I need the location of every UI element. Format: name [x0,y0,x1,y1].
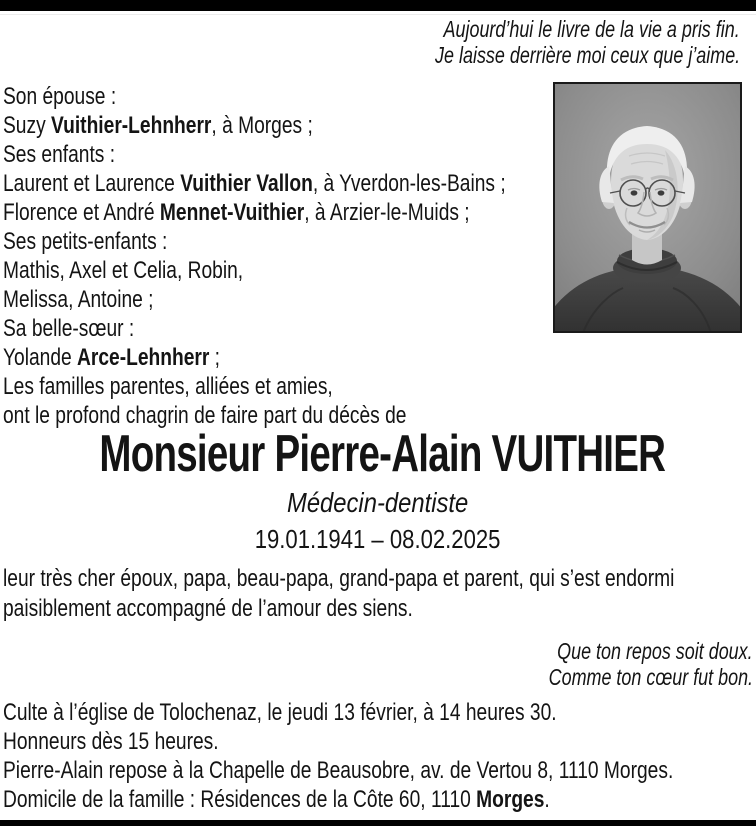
spouse-name: Vuithier-Lehnherr [51,112,212,139]
family-home-city: Morges [476,786,545,813]
child2-name: Mennet-Vuithier [159,199,305,226]
tribute-paragraph [3,564,756,624]
sister-name: Arce-Lehnherr [77,344,210,371]
tribute-line2: paisiblement accompagné de l’amour des siens. [3,595,413,622]
epigraph [349,16,740,68]
top-hairline [0,14,756,15]
quote-line2: Comme ton cœur fut bon. [548,664,753,690]
ceremony-line2: Honneurs dès 15 heures. [3,728,219,755]
spouse-pre: Suzy [3,112,52,139]
families-line1: Les familles parentes, alliées et amies, [3,373,333,400]
child1-post: , à Yverdon-les-Bains ; [312,170,506,197]
bottom-black-bar [0,820,756,826]
top-black-bar [0,0,756,11]
farewell-quote [491,638,753,690]
spouse-line [3,111,631,140]
children-label: Ses enfants : [3,141,116,168]
ceremony-line3: Pierre-Alain repose à la Chapelle de Beausobre, av. de Vertou 8, 1110 Morges. [3,757,674,784]
spouse-post: , à Morges ; [211,112,313,139]
family-home-pre: Domicile de la famille : Résidences de la Côte 60, 1110 [3,786,477,813]
ceremony-line4 [3,785,756,814]
deceased-profession: Médecin-dentiste [287,487,469,518]
ceremony-details [3,698,756,814]
child2-post: , à Arzier-le-Muids ; [304,199,470,226]
grandchildren-line2: Melissa, Antoine ; [3,286,154,313]
ceremony-line1: Culte à l’église de Tolochenaz, le jeudi 13 février, à 14 heures 30. [3,699,557,726]
child2-pre: Florence et André [3,199,160,226]
family-list [3,82,631,430]
deceased-name: Monsieur Pierre-Alain VUITHIER [99,425,666,483]
quote-line1: Que ton repos soit doux. [557,638,753,664]
child1-name: Vuithier Vallon [180,170,313,197]
deceased-dates: 19.01.1941 – 08.02.2025 [255,524,501,554]
child1-line [3,169,631,198]
grandchildren-label: Ses petits-enfants : [3,228,168,255]
spouse-label: Son épouse : [3,83,117,110]
sister-pre: Yolande [3,344,78,371]
sister-in-law-label: Sa belle-sœur : [3,315,135,342]
sister-in-law-line [3,343,631,372]
family-home-post: . [544,786,550,813]
epigraph-line2: Je laisse derrière moi ceux que j’aime. [434,42,740,68]
sister-post: ; [209,344,221,371]
grandchildren-line1: Mathis, Axel et Celia, Robin, [3,257,244,284]
child1-pre: Laurent et Laurence [3,170,181,197]
tribute-line1: leur très cher époux, papa, beau-papa, grand-papa et parent, qui s’est endormi [3,565,675,592]
child2-line [3,198,631,227]
families-line2: ont le profond chagrin de faire part du décès de [3,402,407,429]
deceased-section [0,426,756,554]
epigraph-line1: Aujourd’hui le livre de la vie a pris fin. [443,16,740,42]
